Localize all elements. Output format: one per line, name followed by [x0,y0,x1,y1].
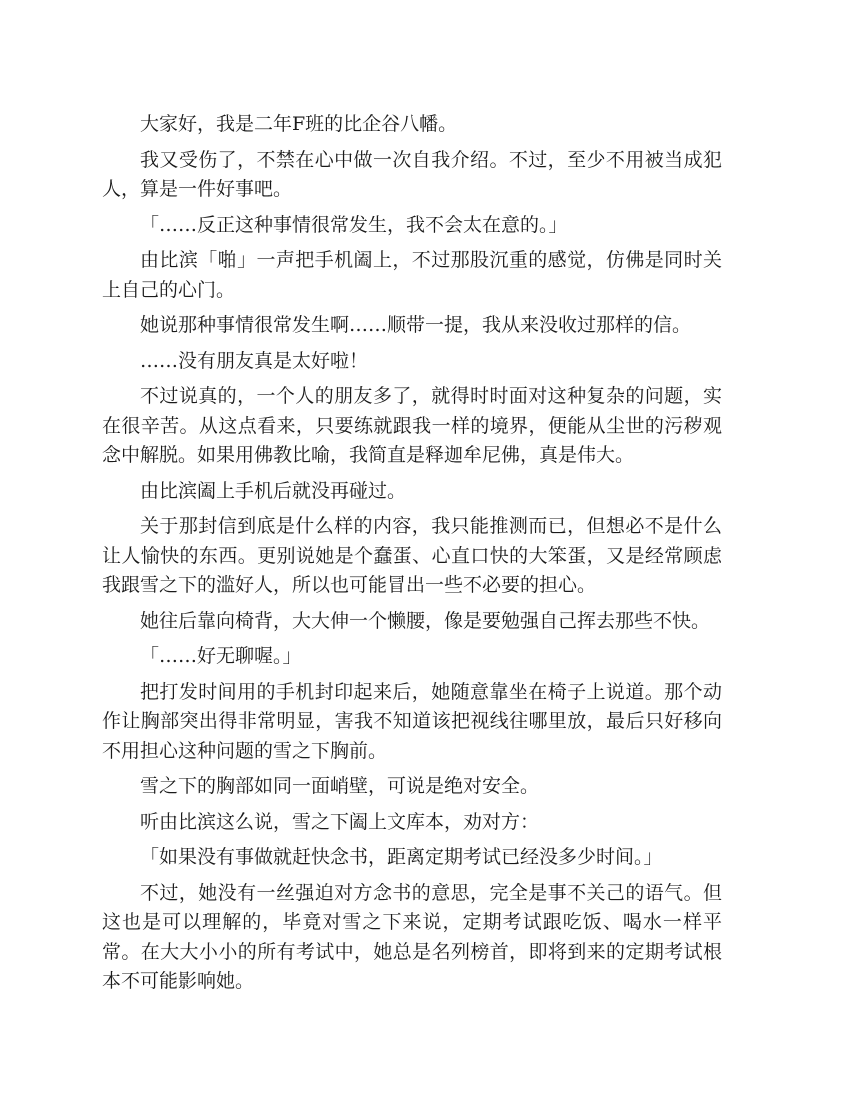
paragraph-3: 「……反正这种事情很常发生，我不会太在意的。」 [140,213,568,236]
paragraph-13: 雪之下的胸部如同一面峭壁，可说是绝对安全。 [140,775,540,797]
paragraph-1: 大家好，我是二年F班的比企谷八幡。 [140,113,458,135]
paragraph-15: 「如果没有事做就赶快念书，距离定期考试已经没多少时间。」 [140,846,663,868]
paragraph-8: 由比滨阖上手机后就没再碰过。 [140,479,407,502]
paragraph-9: 关于那封信到底是什么样的内容，我只能推测而已，但想必不是什么让人愉快的东西。更别说她是个蠢蛋、心直口快的大笨蛋，又是经常顾虑我跟雪之下的滥好人，所以也可能冒出一些不必要的担心。 [102,515,722,596]
paragraph-5: 她说那种事情很常发生啊……顺带一提，我从来没收过那样的信。 [140,314,692,336]
paragraph-11: 「……好无聊喔。」 [140,645,302,667]
paragraph-6: ……没有朋友真是太好啦！ [140,349,369,372]
paragraph-7: 不过说真的，一个人的朋友多了，就得时时面对这种复杂的问题，实在很辛苦。从这点看来，只要练就跟我一样的境界，便能从尘世的污秽观念中解脱。如果用佛教比喻，我简直是释迦牟尼佛，真是伟大。 [102,385,722,466]
paragraph-12: 把打发时间用的手机封印起来后，她随意靠坐在椅子上说道。那个动作让胸部突出得非常明显，害我不知道该把视线往哪里放，最后只好移向不用担心这种问题的雪之下胸前。 [102,680,722,762]
paragraph-14: 听由比滨这么说，雪之下阖上文库本，劝对方： [140,810,540,833]
body-text [102,110,722,1003]
paragraph-4: 由比滨「啪」一声把手机阖上，不过那股沉重的感觉，仿佛是同时关上自己的心门。 [102,249,722,301]
paragraph-2: 我又受伤了，不禁在心中做一次自我介绍。不过，至少不用被当成犯人，算是一件好事吧。 [102,148,722,200]
paragraph-16: 不过，她没有一丝强迫对方念书的意思，完全是事不关己的语气。但这也是可以理解的，毕竟对雪之下来说，定期考试跟吃饭、喝水一样平常。在大大小小的所有考试中，她总是名列榜首，即将到来的定期考试根本不可能影响她。 [102,881,722,992]
paragraph-10: 她往后靠向椅背，大大伸一个懒腰，像是要勉强自己挥去那些不快。 [140,609,711,632]
